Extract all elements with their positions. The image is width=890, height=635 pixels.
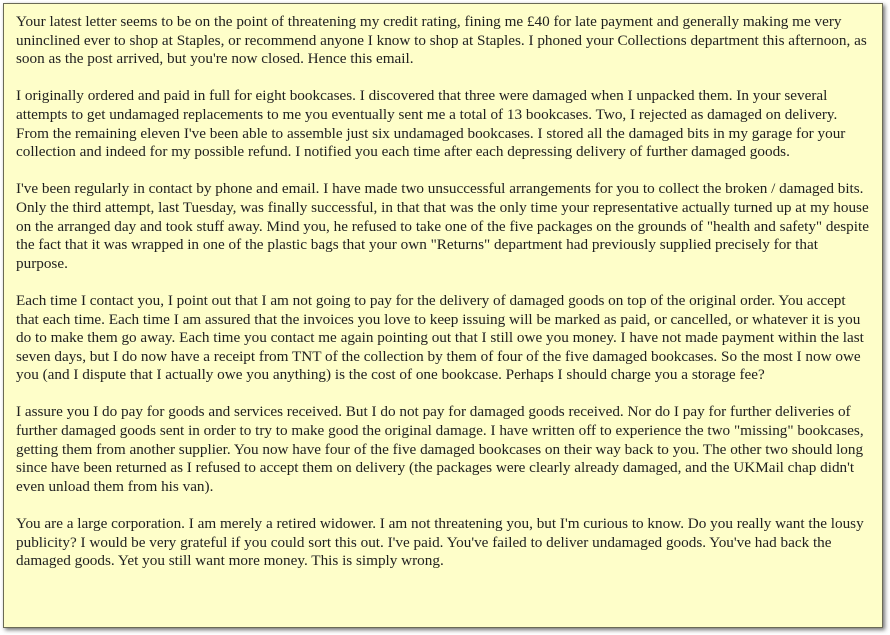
paragraph-payment-policy: I assure you I do pay for goods and services received. But I do not pay for damaged goods received. Nor do I pay for further deliveries of further damaged goods sent in order to try to make good the original damage. I have written off to experience the two "missing" bookcases, getting them from another supplier. You now have four of the five damaged bookcases on their way back to you. The other two should long since have been returned as I refused to accept them on delivery (the packages were clearly already damaged, and the UKMail chap didn't even unload them from his van). xyxy=(16,403,864,495)
paragraph-order-history: I originally ordered and paid in full for eight bookcases. I discovered that three were damaged when I unpacked them. In your several attempts to get undamaged replacements to me you eventually sent me a total of 13 bookcases. Two, I rejected as damaged on delivery. From the remaining eleven I've been able to assemble just six undamaged bookcases. I stored all the damaged bits in my garage for your collection and indeed for my possible refund. I notified you each time after each depressing delivery of further damaged goods. xyxy=(16,87,846,161)
paragraph-late-payment: Your latest letter seems to be on the point of threatening my credit rating, fining me £40 for late payment and generally making me very uninclined ever to shop at Staples, or recommend anyone I know to shop at Staples. I phoned your Collections department this afternoon, as soon as the post arrived, but you're now closed. Hence this email. xyxy=(16,13,867,68)
paragraph-closing: You are a large corporation. I am merely a retired widower. I am not threatening you, but I'm curious to know. Do you really want the lousy publicity? I would be very grateful if you could sort this out. I've paid. You've failed to deliver undamaged goods. You've had back the damaged goods. Yet you still want more money. This is simply wrong. xyxy=(16,515,864,570)
paragraph-invoices: Each time I contact you, I point out that I am not going to pay for the delivery of damaged goods on top of the original order. You accept that each time. Each time I am assured that the invoices you love to keep issuing will be marked as paid, or cancelled, or whatever it is you do to make them go away. Each time you contact me again pointing out that I still owe you money. I have not made payment within the last seven days, but I do now have a receipt from TNT of the collection by them of four of the five damaged bookcases. So the most I now owe you (and I dispute that I actually owe you anything) is the cost of one bookcase. Perhaps I should charge you a storage fee? xyxy=(16,291,864,384)
paragraph-collection-attempts: I've been regularly in contact by phone and email. I have made two unsuccessful arrangements for you to collect the broken / damaged bits. Only the third attempt, last Tuesday, was finally successful, in that that was the only time your representative actually turned up at my house on the arranged day and took stuff away. Mind you, he refused to take one of the five packages on the grounds of "health and safety" despite the fact that it was wrapped in one of the plastic bags that your own "Returns" department had previously supplied precisely for that purpose. xyxy=(16,180,869,272)
letter-panel xyxy=(3,3,883,628)
